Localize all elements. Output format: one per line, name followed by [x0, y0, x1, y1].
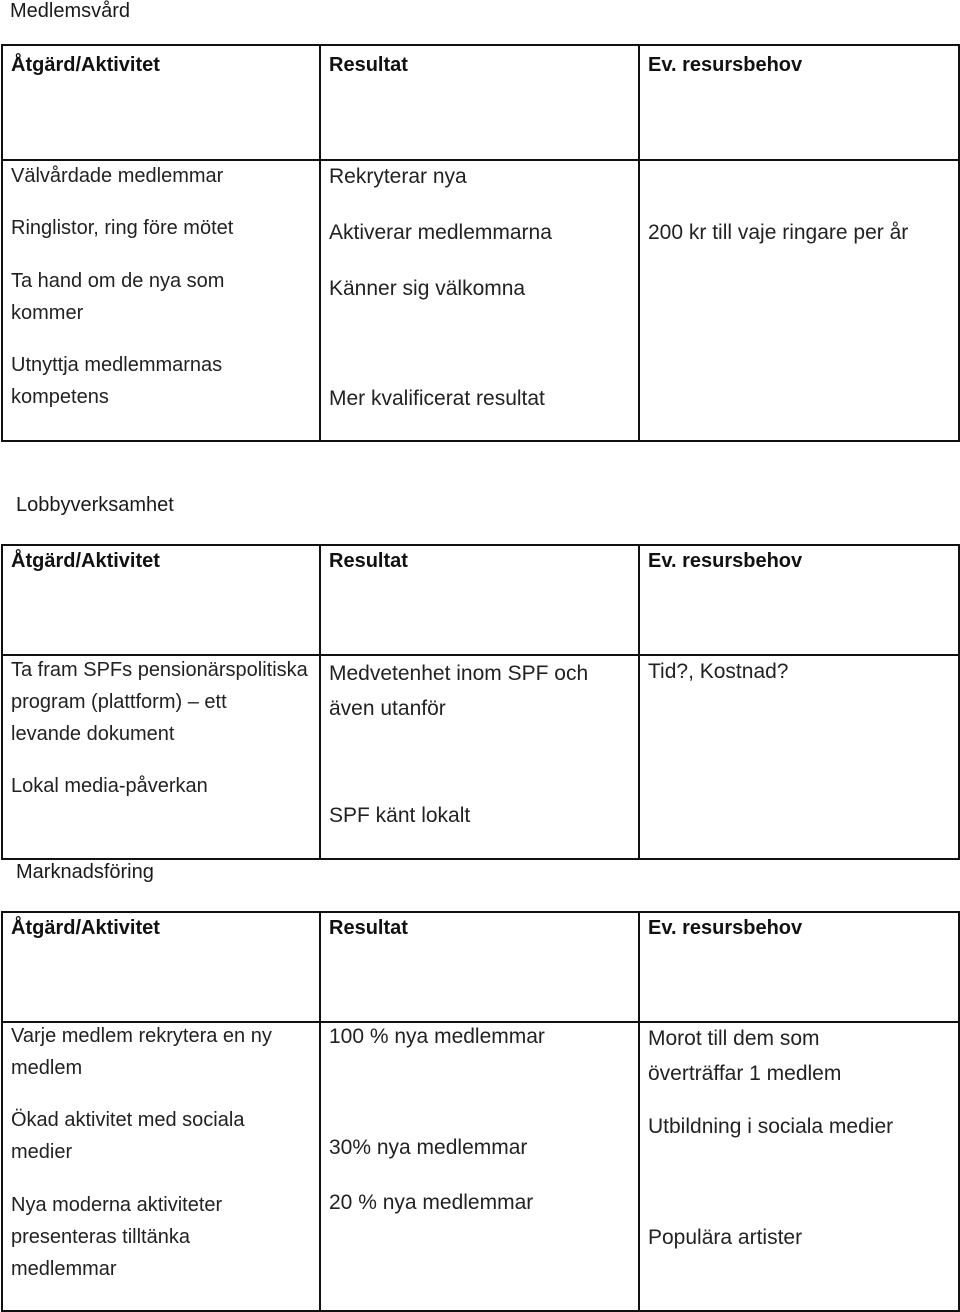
col3-cell [639, 655, 959, 859]
header-cell [2, 545, 320, 655]
table-header-row [2, 545, 959, 655]
table-medlemsvard [1, 44, 960, 442]
header-cell [2, 912, 320, 1022]
list-item: Ökad aktivitet med sociala medier [11, 1109, 245, 1163]
list-item: Lokal media-påverkan [11, 775, 208, 797]
header-resursbehov: Ev. resursbehov [648, 917, 803, 939]
list-item: 200 kr till vaje ringare per år [648, 221, 909, 244]
list-item: Välvårdade medlemmar [11, 165, 224, 187]
list-item: Ringlistor, ring före mötet [11, 217, 234, 239]
header-resultat: Resultat [329, 917, 408, 939]
col1-cell [2, 160, 320, 441]
col1-cell [2, 1022, 320, 1311]
col1-cell [2, 655, 320, 859]
list-item: Ta fram SPFs pensionärspolitiska program (plattform) – ett levande dokument [11, 659, 308, 745]
header-resultat: Resultat [329, 54, 408, 76]
list-item: SPF känt lokalt [329, 804, 471, 827]
list-item: Mer kvalificerat resultat [329, 387, 545, 410]
list-item: Ta hand om de nya som kommer [11, 270, 225, 324]
list-item: Morot till dem som överträffar 1 medlem [648, 1027, 842, 1085]
header-resultat: Resultat [329, 550, 408, 572]
table-row [2, 655, 959, 859]
header-atgard: Åtgärd/Aktivitet [11, 54, 160, 76]
table-marknadsforing [1, 911, 960, 1312]
header-cell [320, 545, 639, 655]
header-atgard: Åtgärd/Aktivitet [11, 550, 160, 572]
list-item: Känner sig välkomna [329, 277, 526, 300]
header-atgard: Åtgärd/Aktivitet [11, 917, 160, 939]
section-title-marknadsforing: Marknadsföring [16, 861, 154, 883]
header-cell [2, 45, 320, 160]
table-header-row [2, 45, 959, 160]
list-item: Varje medlem rekrytera en ny medlem [11, 1025, 272, 1079]
col3-cell [639, 1022, 959, 1311]
table-lobbyverksamhet [1, 544, 960, 860]
list-item: Utbildning i sociala medier [648, 1115, 894, 1138]
table-row [2, 160, 959, 441]
list-item: 20 % nya medlemmar [329, 1191, 534, 1214]
header-cell [639, 545, 959, 655]
header-cell [320, 45, 639, 160]
table-header-row [2, 912, 959, 1022]
header-cell [639, 912, 959, 1022]
list-item: 100 % nya medlemmar [329, 1025, 545, 1048]
header-cell [320, 912, 639, 1022]
table-row [2, 1022, 959, 1311]
section-title-medlemsvard: Medlemsvård [10, 0, 131, 22]
list-item: Rekryterar nya [329, 165, 467, 188]
col2-cell [320, 1022, 639, 1311]
list-item: Nya moderna aktiviteter presenteras tilltänka medlemmar [11, 1194, 223, 1280]
col2-cell [320, 655, 639, 859]
col2-cell [320, 160, 639, 441]
list-item: Tid?, Kostnad? [648, 660, 789, 683]
list-item: Aktiverar medlemmarna [329, 221, 552, 244]
section-title-lobbyverksamhet: Lobbyverksamhet [16, 494, 174, 516]
header-cell [639, 45, 959, 160]
list-item: Populära artister [648, 1226, 803, 1249]
list-item: Utnyttja medlemmarnas kompetens [11, 354, 223, 408]
col3-cell [639, 160, 959, 441]
header-resursbehov: Ev. resursbehov [648, 54, 803, 76]
list-item: Medvetenhet inom SPF och även utanför [329, 662, 589, 720]
list-item: 30% nya medlemmar [329, 1136, 528, 1159]
header-resursbehov: Ev. resursbehov [648, 550, 803, 572]
